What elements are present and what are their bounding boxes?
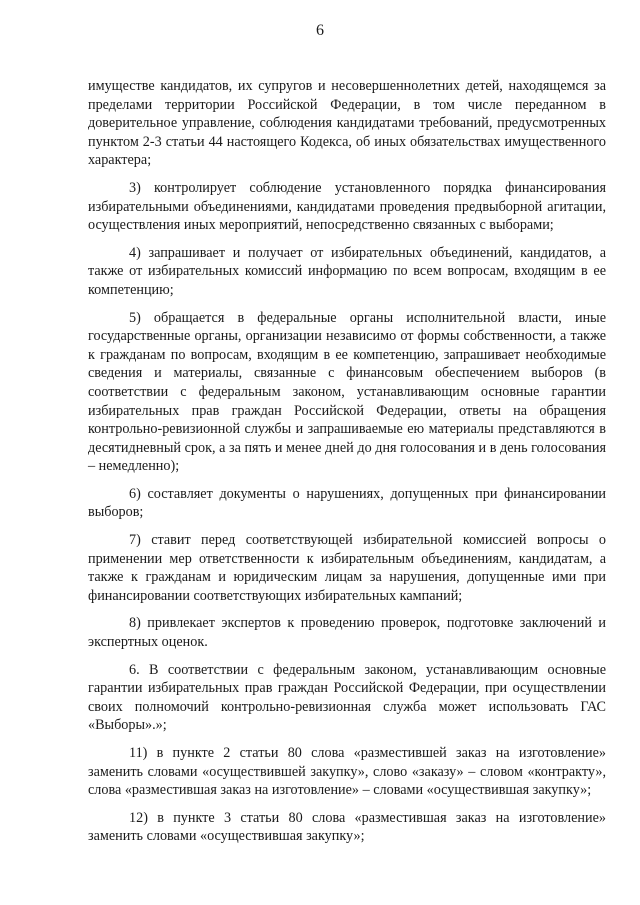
page-number: 6 — [316, 22, 324, 39]
paragraph-continuation: имуществе кандидатов, их супругов и несовершеннолетних детей, находящемся за пределами территории Российской Федерации, в том числе переданном в доверительное управление, соблюдения кандидатами требований, предусмотренных пунктом 2-3 статьи 44 настоящего Кодекса, об иных обязательствах имущественного характера; — [88, 78, 606, 169]
paragraph-item-8: 8) привлекает экспертов к проведению проверок, подготовке заключений и экспертных оценок. — [88, 615, 606, 651]
paragraph-item-4: 4) запрашивает и получает от избирательных объединений, кандидатов, а также от избирательных комиссий информацию по всем вопросам, входящим в ее компетенцию; — [88, 244, 606, 298]
paragraph-amendment-11: 11) в пункте 2 статьи 80 слова «разместившей заказ на изготовление» заменить словами «осуществившей закупку», слово «заказу» – словом «контракту», слова «разместившая заказ на изготовление» – словами «осуществившая закупку»; — [88, 745, 606, 799]
document-body — [88, 77, 606, 855]
paragraph-item-3: 3) контролирует соблюдение установленного порядка финансирования избирательными объединениями, кандидатами проведения предвыборной агитации, осуществления иных мероприятий, непосредственно связанных с выборами; — [88, 179, 606, 234]
paragraph-item-5: 5) обращается в федеральные органы исполнительной власти, иные государственные органы, организации независимо от формы собственности, а также к гражданам по вопросам, входящим в ее компетенцию, запрашивает необходимые сведения и материалы, связанные с финансовым обеспечением выборов (в соответствии с федеральным законом, устанавливающим основные гарантии избирательных прав граждан Российской Федерации, ответы на обращения контрольно-ревизионной службы и запрашиваемые ею материалы представляются в десятидневный срок, а за пять и менее дней до дня голосования и в день голосования – немедленно); — [88, 309, 606, 475]
paragraph-item-6: 6) составляет документы о нарушениях, допущенных при финансировании выборов; — [88, 485, 606, 521]
paragraph-amendment-12: 12) в пункте 3 статьи 80 слова «разместившая заказ на изготовление» заменить словами «осуществившая закупку»; — [88, 809, 606, 845]
paragraph-item-7: 7) ставит перед соответствующей избирательной комиссией вопросы о применении мер ответственности к избирательным объединениям, кандидатам, а также к гражданам и юридическим лицам за нарушения, допущенные ими при финансировании соответствующих избирательных кампаний; — [88, 532, 606, 604]
paragraph-section-6: 6. В соответствии с федеральным законом, устанавливающим основные гарантии избирательных прав граждан Российской Федерации, при осуществлении своих полномочий контрольно-ревизионная служба может использовать ГАС «Выборы».»; — [88, 661, 606, 734]
